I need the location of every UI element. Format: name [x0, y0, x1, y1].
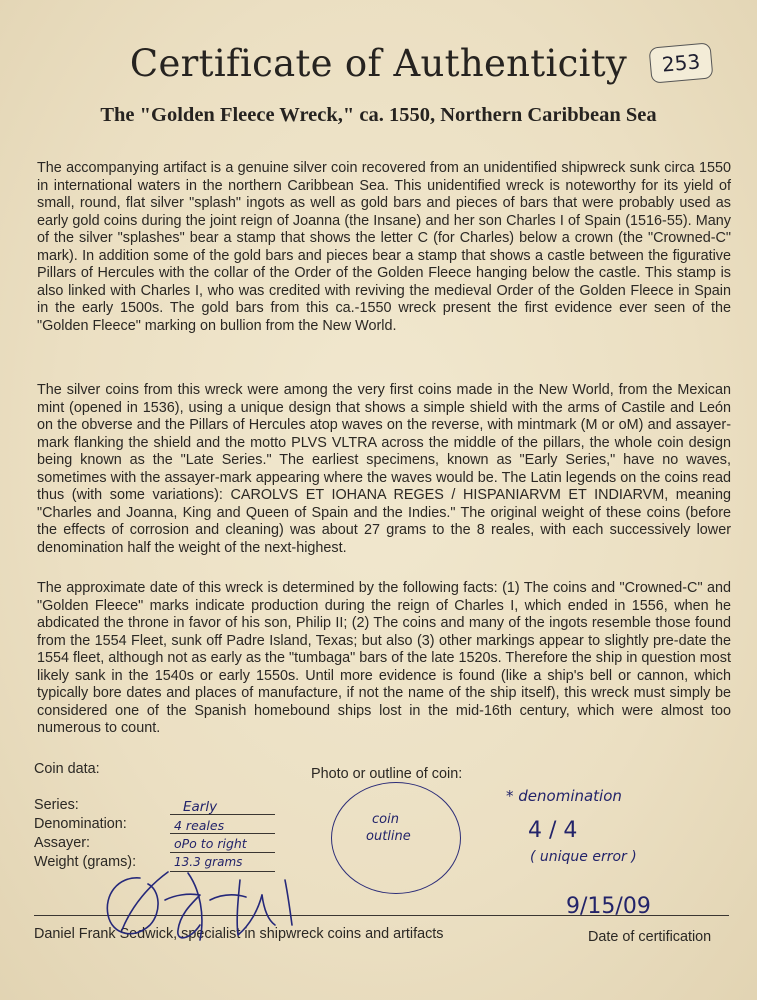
- note-denomination-value: 4 / 4: [528, 818, 578, 843]
- certificate-subtitle: The "Golden Fleece Wreck," ca. 1550, Northern Caribbean Sea: [100, 104, 657, 126]
- signer-caption: Daniel Frank Sedwick, specialist in shipwreck coins and artifacts: [34, 926, 444, 942]
- certificate-number: 253: [649, 42, 714, 83]
- coin-outline-text-1: coin: [372, 812, 399, 827]
- coin-outline-text-2: outline: [366, 829, 411, 844]
- assayer-value: oPo to right: [174, 836, 247, 851]
- note-denomination: * denomination: [506, 787, 622, 805]
- paragraph-dating: The approximate date of this wreck is determined by the following facts: (1) The coins and "Crowned-C" and "Golden Fleece" marks indicate production during the reign of Charles I, which ended in 1556, when he abdicated the throne in favor of his son, Philip II; (2) The coins and many of the ingots resemble those found from the 1554 Fleet, sunk off Padre Island, Texas; but also (3) other markings appear to slightly pre-date the 1554 fleet, although not as early as the "tumbaga" bars of the late 1520s. Therefore the ship in question most likely sank in the 1540s or early 1550s. Until more evidence is found (like a ship's bell or cannon, which typically bore dates and places of manufacture, if not the name of the ship itself), this wreck must simply be considered one of the Spanish homebound ships lost in the mid-16th century, which were almost too numerous to count.: [37, 580, 731, 736]
- denomination-value: 4 reales: [174, 818, 225, 833]
- photo-label: Photo or outline of coin:: [311, 766, 463, 782]
- certificate-title: Certificate of Authenticity: [129, 42, 628, 85]
- assayer-label: Assayer:: [34, 835, 90, 851]
- certification-date: 9/15/09: [566, 894, 651, 919]
- weight-value: 13.3 grams: [174, 855, 243, 869]
- coin-data-heading: Coin data:: [34, 761, 100, 777]
- weight-label: Weight (grams):: [34, 854, 137, 870]
- date-label: Date of certification: [588, 929, 712, 945]
- paragraph-coin-description: The silver coins from this wreck were among the very first coins made in the New World, from the Mexican mint (opened in 1536), using a unique design that shows a simple shield with the arms of Castile and León on the obverse and the Pillars of Hercules atop waves on the reverse, with mintmark (M or oM) and assayer-mark flanking the shield and the motto PLVS VLTRA across the middle of the pillars, the whole coin design being known as the "Late Series." The earliest specimens, known as "Early Series," have no waves, sometimes with the assayer-mark appearing where the waves would be. The Latin legends on the coins read thus (with some variations): CAROLVS ET IOHANA REGES / HISPANIARVM ET INDIARVM, meaning "Charles and Joanna, King and Queen of Spain and the Indies." The original weight of these coins (before the effects of corrosion and cleaning) was about 27 grams to the 8 reales, with each successively lower denomination half the weight of the next-highest.: [37, 382, 731, 556]
- note-unique-error: ( unique error ): [530, 849, 637, 865]
- series-value: Early: [183, 799, 218, 815]
- paragraph-wreck-description: The accompanying artifact is a genuine silver coin recovered from an unidentified shipwreck sunk circa 1550 in international waters in the northern Caribbean Sea. This unidentified wreck is noteworthy for its yield of small, round, flat silver "splash" ingots as well as gold bars and pieces of bars that were probably used as early gold coins during the joint reign of Joanna (the Insane) and her son Charles I of Spain (1516-55). Many of the silver "splashes" bear a stamp that shows the letter C (for Charles) below a crown (the "Crowned-C" mark). In addition some of the gold bars and pieces bear a stamp that shows a castle between the figurative Pillars of Hercules with the collar of the Order of the Golden Fleece hanging below the castle. This stamp is also linked with Charles I, who was credited with reviving the medieval Order of the Golden Fleece in Spain in the early 1500s. The gold bars from this ca.-1550 wreck present the first evidence ever seen of the "Golden Fleece" marking on bullion from the New World.: [37, 160, 731, 334]
- series-label: Series:: [34, 797, 79, 813]
- denomination-label: Denomination:: [34, 816, 127, 832]
